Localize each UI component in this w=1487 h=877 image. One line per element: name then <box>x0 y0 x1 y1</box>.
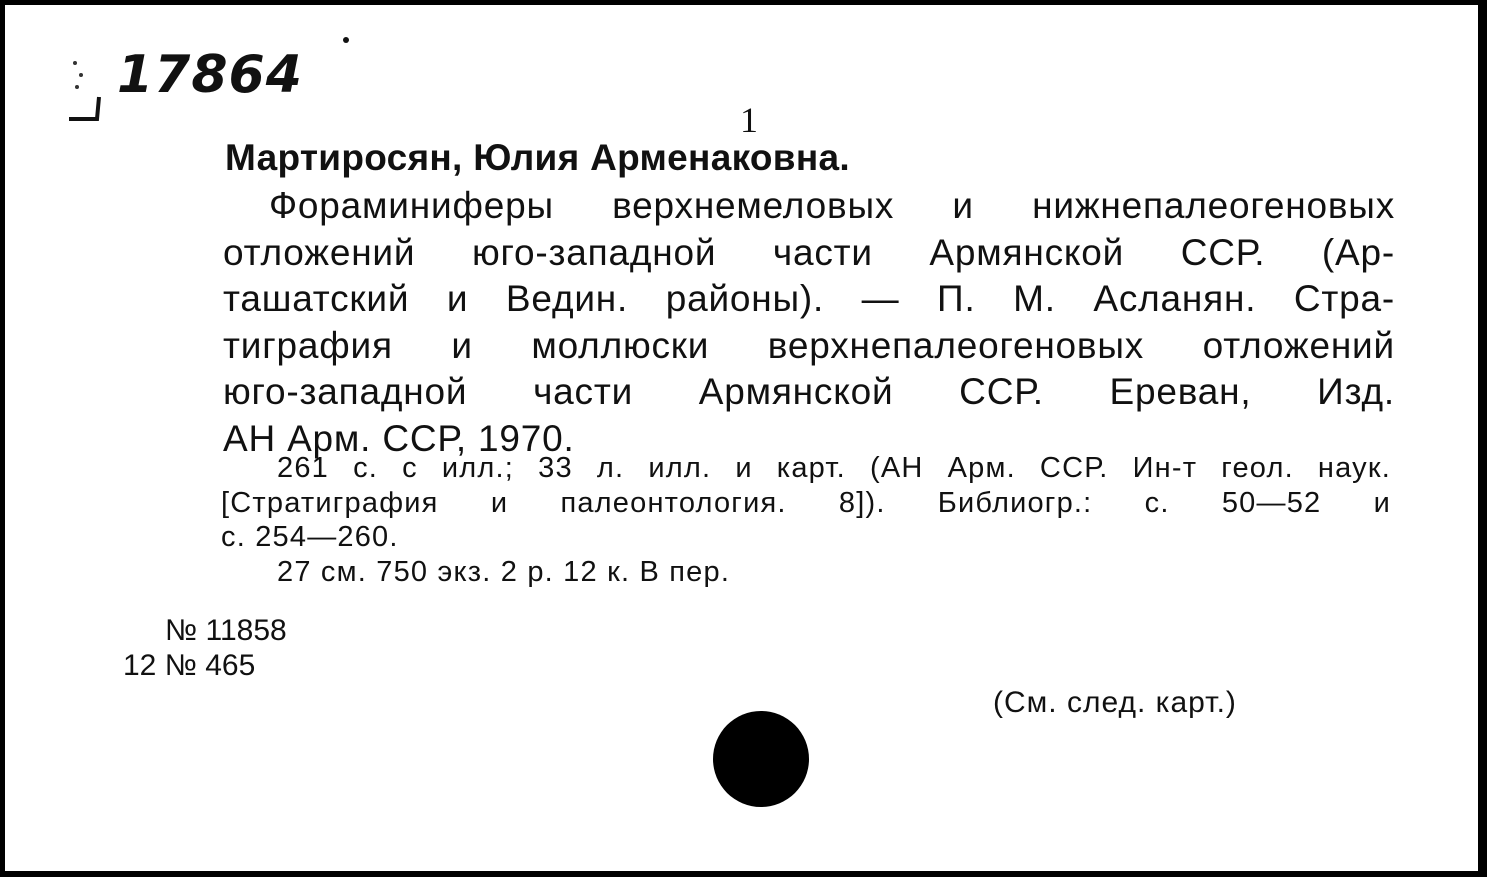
title-statement <box>223 183 1395 462</box>
title-line: АН Арм. ССР, 1970. <box>223 417 575 459</box>
see-next-card-note: (См. след. карт.) <box>993 686 1237 719</box>
handwritten-catalog-number: 17864 <box>117 45 303 105</box>
ink-speck <box>343 37 349 43</box>
title-line: тиграфия и моллюски верхнепалеогеновых отложений <box>223 324 1395 366</box>
author-heading: Мартиросян, Юлия Арменаковна. <box>225 137 850 178</box>
handwritten-corner-mark <box>67 57 107 127</box>
title-line: ташатский и Ведин. районы). — П. М. Асланян. Стра- <box>223 278 1395 319</box>
title-line: Фораминиферы верхнемеловых и нижнепалеогеновых <box>269 185 1395 226</box>
title-line: юго-западной части Армянской ССР. Ереван, Изд. <box>223 371 1395 412</box>
physical-description <box>221 451 1391 589</box>
description-line: 27 см. 750 экз. 2 р. 12 к. В пер. <box>277 555 731 588</box>
accession-number: № 11858 <box>165 614 287 647</box>
accession-number: 12 № 465 <box>123 649 256 682</box>
description-line: [Стратиграфия и палеонтология. 8]). Библиогр.: с. 50—52 и <box>221 486 1391 519</box>
title-line: отложений юго-западной части Армянской ССР. (Ар- <box>223 231 1395 273</box>
accession-numbers <box>123 613 287 683</box>
description-line: с. 254—260. <box>221 521 399 553</box>
description-line: 261 с. с илл.; 33 л. илл. и карт. (АН Арм. ССР. Ин-т геол. наук. <box>277 452 1391 484</box>
card-sequence-number: 1 <box>740 100 758 140</box>
card-punch-hole <box>713 711 809 807</box>
